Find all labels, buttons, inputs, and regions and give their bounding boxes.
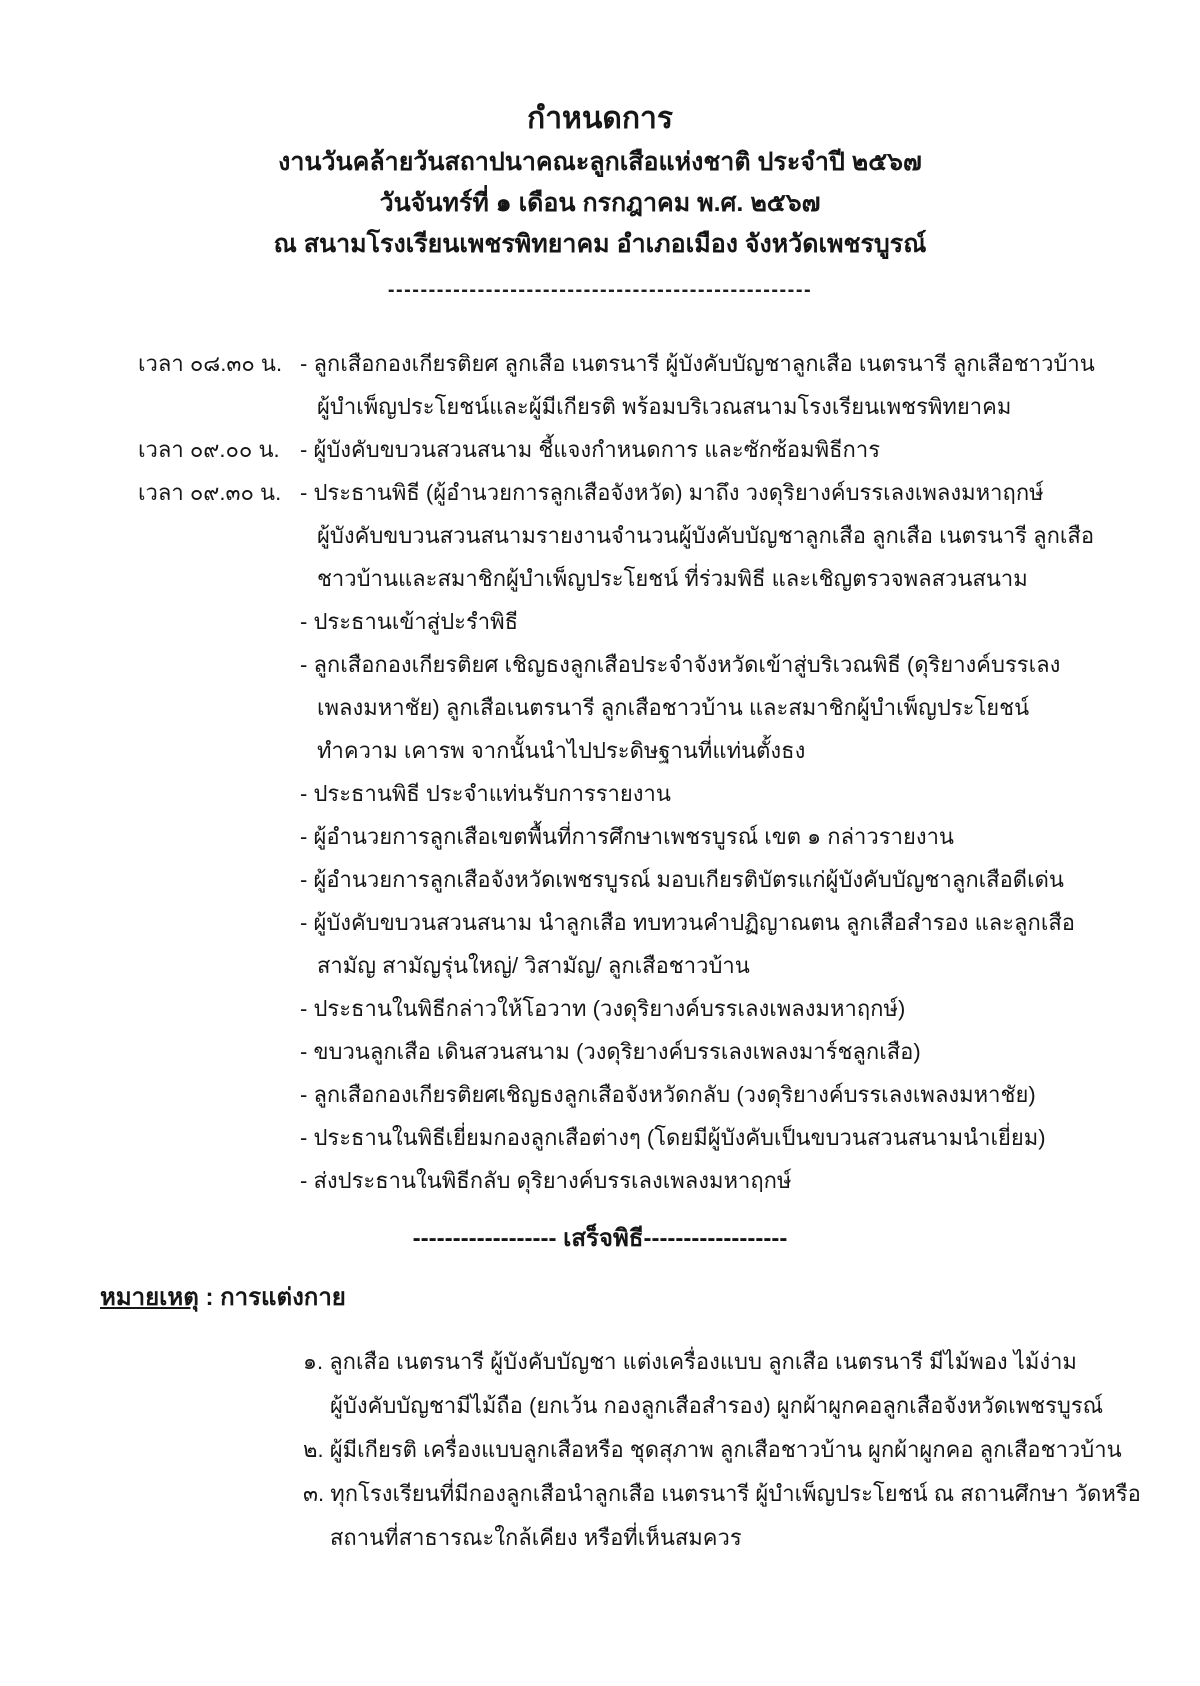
schedule-time: [138, 772, 300, 815]
schedule-row: [0, 686, 1200, 729]
notes-label: หมายเหตุ: [100, 1284, 199, 1311]
notes-header: [100, 1277, 1200, 1316]
schedule-row: [0, 901, 1200, 944]
schedule-row: [0, 471, 1200, 514]
schedule-text: - ขบวนลูกเสือ เดินสวนสนาม (วงดุริยางค์บรรเลงเพลงมาร์ชลูกเสือ): [300, 1039, 921, 1064]
notes-title: : การแต่งกาย: [198, 1284, 346, 1311]
schedule-text: เพลงมหาชัย) ลูกเสือเนตรนารี ลูกเสือชาวบ้าน และสมาชิกผู้บำเพ็ญประโยชน์: [317, 695, 1030, 720]
schedule-row: [0, 557, 1200, 600]
schedule-time: [138, 944, 300, 987]
schedule-text: - ประธานพิธี ประจำแท่นรับการรายงาน: [300, 781, 671, 806]
schedule-text: - ผู้บังคับขบวนสวนสนาม ชี้แจงกำหนดการ และซักซ้อมพิธีการ: [300, 437, 881, 462]
schedule-row: [0, 514, 1200, 557]
notes-list: [0, 1340, 1200, 1560]
schedule-time: เวลา ๐๘.๓๐ น.: [138, 351, 283, 376]
schedule-row: [0, 1073, 1200, 1116]
schedule-row: [0, 815, 1200, 858]
schedule-text: - ผู้บังคับขบวนสวนสนาม นำลูกเสือ ทบทวนคำปฏิญาณตน ลูกเสือสำรอง และลูกเสือ: [300, 910, 1076, 935]
schedule-time: [138, 1159, 300, 1202]
event-location-line: ณ สนามโรงเรียนเพชรพิทยาคม อำเภอเมือง จังหวัดเพชรบูรณ์: [273, 230, 927, 258]
schedule-row: [0, 600, 1200, 643]
note-line: ผู้บังคับบัญชามีไม้ถือ (ยกเว้น กองลูกเสือสำรอง) ผูกผ้าผูกคอลูกเสือจังหวัดเพชรบูรณ์: [330, 1393, 1104, 1418]
schedule-time: [138, 1073, 300, 1116]
schedule-row: [0, 1030, 1200, 1073]
schedule-time: [138, 557, 300, 600]
schedule-text: - ผู้อำนวยการลูกเสือจังหวัดเพชรบูรณ์ มอบเกียรติบัตรแก่ผู้บังคับบัญชาลูกเสือดีเด่น: [300, 867, 1064, 892]
schedule-text: ผู้บำเพ็ญประโยชน์และผู้มีเกียรติ พร้อมบริเวณสนามโรงเรียนเพชรพิทยาคม: [317, 394, 1012, 419]
note-line: สถานที่สาธารณะใกล้เคียง หรือที่เห็นสมควร: [330, 1525, 742, 1550]
schedule-time: [138, 815, 300, 858]
schedule-text: ชาวบ้านและสมาชิกผู้บำเพ็ญประโยชน์ ที่ร่วมพิธี และเชิญตรวจพลสวนสนาม: [317, 566, 1028, 591]
schedule-time: เวลา ๐๙.๐๐ น.: [138, 437, 280, 462]
schedule-text: - ลูกเสือกองเกียรติยศ เชิญธงลูกเสือประจำจังหวัดเข้าสู่บริเวณพิธี (ดุริยางค์บรรเลง: [300, 652, 1061, 677]
schedule-text: - ส่งประธานในพิธีกลับ ดุริยางค์บรรเลงเพลงมหาฤกษ์: [300, 1168, 792, 1193]
schedule-time: เวลา ๐๙.๓๐ น.: [138, 480, 282, 505]
schedule-time: [138, 385, 300, 428]
event-date-line: วันจันทร์ที่ ๑ เดือน กรกฎาคม พ.ศ. ๒๕๖๗: [379, 189, 821, 217]
schedule-time: [138, 600, 300, 643]
schedule-text: - ประธานในพิธีเยี่ยมกองลูกเสือต่างๆ (โดยมีผู้บังคับเป็นขบวนสวนสนามนำเยี่ยม): [300, 1125, 1046, 1150]
schedule-text: ผู้บังคับขบวนสวนสนามรายงานจำนวนผู้บังคับบัญชาลูกเสือ ลูกเสือ เนตรนารี ลูกเสือ: [317, 523, 1095, 548]
schedule-text: - ผู้อำนวยการลูกเสือเขตพื้นที่การศึกษาเพชรบูรณ์ เขต ๑ กล่าวรายงาน: [300, 824, 954, 849]
schedule-text: - ประธานพิธี (ผู้อำนวยการลูกเสือจังหวัด) มาถึง วงดุริยางค์บรรเลงเพลงมหาฤกษ์: [300, 480, 1044, 505]
schedule-time: [138, 686, 300, 729]
ceremony-end-line: ------------------ เสร็จพิธี------------------: [412, 1225, 788, 1252]
schedule-list: [0, 342, 1200, 1202]
schedule-row: [0, 1116, 1200, 1159]
dashed-separator: ----------------------------------------------------: [387, 279, 813, 301]
schedule-row: [0, 342, 1200, 385]
schedule-text: - ลูกเสือกองเกียรติยศ ลูกเสือ เนตรนารี ผู้บังคับบัญชาลูกเสือ เนตรนารี ลูกเสือชาวบ้าน: [300, 351, 1095, 376]
schedule-row: [0, 772, 1200, 815]
schedule-row: [0, 385, 1200, 428]
event-name-line: งานวันคล้ายวันสถาปนาคณะลูกเสือแห่งชาติ ประจำปี ๒๕๖๗: [278, 148, 922, 176]
schedule-row: [0, 643, 1200, 686]
schedule-time: [138, 514, 300, 557]
document-header: [0, 0, 1200, 265]
schedule-time: [138, 643, 300, 686]
schedule-time: [138, 901, 300, 944]
schedule-time: [138, 858, 300, 901]
schedule-row: [0, 944, 1200, 987]
schedule-time: [138, 1116, 300, 1159]
schedule-row: [0, 987, 1200, 1030]
schedule-text: - ลูกเสือกองเกียรติยศเชิญธงลูกเสือจังหวัดกลับ (วงดุริยางค์บรรเลงเพลงมหาชัย): [300, 1082, 1036, 1107]
note-line: ๓. ทุกโรงเรียนที่มีกองลูกเสือนำลูกเสือ เนตรนารี ผู้บำเพ็ญประโยชน์ ณ สถานศึกษา วัดหรือ: [303, 1481, 1141, 1506]
page-title: กำหนดการ: [527, 102, 673, 135]
note-line: ๒. ผู้มีเกียรติ เครื่องแบบลูกเสือหรือ ชุดสุภาพ ลูกเสือชาวบ้าน ผูกผ้าผูกคอ ลูกเสือชาวบ้าน: [303, 1437, 1122, 1462]
schedule-row: [0, 729, 1200, 772]
schedule-time: [138, 1030, 300, 1073]
schedule-row: [0, 428, 1200, 471]
schedule-text: สามัญ สามัญรุ่นใหญ่/ วิสามัญ/ ลูกเสือชาวบ้าน: [317, 953, 750, 978]
schedule-time: [138, 729, 300, 772]
note-line: ๑. ลูกเสือ เนตรนารี ผู้บังคับบัญชา แต่งเครื่องแบบ ลูกเสือ เนตรนารี มีไม้พอง ไม้ง่าม: [303, 1349, 1077, 1374]
schedule-text: ทำความ เคารพ จากนั้นนำไปประดิษฐานที่แท่นตั้งธง: [317, 738, 806, 763]
schedule-text: - ประธานในพิธีกล่าวให้โอวาท (วงดุริยางค์บรรเลงเพลงมหาฤกษ์): [300, 996, 906, 1021]
schedule-row: [0, 1159, 1200, 1202]
schedule-row: [0, 858, 1200, 901]
schedule-time: [138, 987, 300, 1030]
schedule-text: - ประธานเข้าสู่ปะรำพิธี: [300, 609, 519, 634]
